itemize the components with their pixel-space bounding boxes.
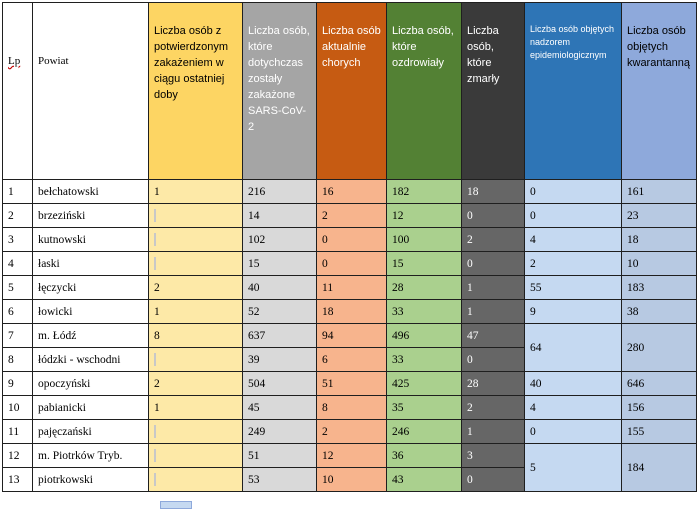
cell-deaths: 1 (462, 300, 525, 324)
cursor-bar (154, 209, 156, 222)
cell-lp: 11 (3, 420, 33, 444)
header-deaths: Liczba osób, które zmarły (462, 3, 525, 180)
table-row (3, 444, 697, 468)
cell-quarantine: 184 (622, 444, 697, 492)
cell-lp: 6 (3, 300, 33, 324)
cell-quarantine: 155 (622, 420, 697, 444)
cell-total-cases: 216 (243, 180, 317, 204)
cursor-bar (154, 233, 156, 246)
cell-new-cases (149, 204, 243, 228)
cell-recovered: 246 (387, 420, 462, 444)
cell-surveillance: 0 (525, 204, 622, 228)
cell-lp: 9 (3, 372, 33, 396)
cell-quarantine: 646 (622, 372, 697, 396)
cell-active-cases: 18 (317, 300, 387, 324)
cell-total-cases: 51 (243, 444, 317, 468)
cell-lp: 4 (3, 252, 33, 276)
cell-new-cases: 1 (149, 396, 243, 420)
cell-lp: 1 (3, 180, 33, 204)
cell-surveillance: 55 (525, 276, 622, 300)
cell-lp: 2 (3, 204, 33, 228)
cell-recovered: 33 (387, 348, 462, 372)
cell-powiat: łaski (33, 252, 149, 276)
cell-recovered: 33 (387, 300, 462, 324)
cell-surveillance: 0 (525, 420, 622, 444)
cell-new-cases (149, 252, 243, 276)
cell-recovered: 36 (387, 444, 462, 468)
cell-deaths: 18 (462, 180, 525, 204)
cell-powiat: m. Piotrków Tryb. (33, 444, 149, 468)
cell-quarantine: 23 (622, 204, 697, 228)
cell-deaths: 2 (462, 228, 525, 252)
cell-new-cases (149, 444, 243, 468)
header-powiat: Powiat (33, 3, 149, 180)
cell-powiat: bełchatowski (33, 180, 149, 204)
table-row (3, 300, 697, 324)
cell-powiat: łódzki - wschodni (33, 348, 149, 372)
cell-total-cases: 249 (243, 420, 317, 444)
cell-new-cases (149, 348, 243, 372)
cell-deaths: 2 (462, 396, 525, 420)
cell-surveillance: 40 (525, 372, 622, 396)
cell-new-cases: 8 (149, 324, 243, 348)
cell-new-cases: 2 (149, 372, 243, 396)
cell-powiat: piotrkowski (33, 468, 149, 492)
cell-deaths: 0 (462, 204, 525, 228)
cell-active-cases: 6 (317, 348, 387, 372)
cell-new-cases: 2 (149, 276, 243, 300)
cell-lp: 12 (3, 444, 33, 468)
cell-total-cases: 102 (243, 228, 317, 252)
cell-new-cases: 1 (149, 300, 243, 324)
cell-recovered: 496 (387, 324, 462, 348)
header-active-cases: Liczba osób aktualnie chorych (317, 3, 387, 180)
cell-active-cases: 0 (317, 252, 387, 276)
cell-total-cases: 15 (243, 252, 317, 276)
cell-deaths: 28 (462, 372, 525, 396)
cell-powiat: opoczyński (33, 372, 149, 396)
cell-total-cases: 45 (243, 396, 317, 420)
cursor-bar (154, 449, 156, 462)
cell-quarantine: 38 (622, 300, 697, 324)
cell-lp: 7 (3, 324, 33, 348)
cell-new-cases (149, 420, 243, 444)
cell-powiat: pajęczański (33, 420, 149, 444)
cell-quarantine: 156 (622, 396, 697, 420)
cell-lp: 5 (3, 276, 33, 300)
cell-total-cases: 504 (243, 372, 317, 396)
cell-recovered: 100 (387, 228, 462, 252)
table-row (3, 324, 697, 348)
cell-new-cases (149, 228, 243, 252)
cell-quarantine: 280 (622, 324, 697, 372)
cell-deaths: 1 (462, 276, 525, 300)
cell-total-cases: 53 (243, 468, 317, 492)
cell-recovered: 28 (387, 276, 462, 300)
cell-surveillance: 9 (525, 300, 622, 324)
table-row (3, 420, 697, 444)
cell-total-cases: 14 (243, 204, 317, 228)
cursor-bar (154, 353, 156, 366)
table-row (3, 252, 697, 276)
cell-recovered: 35 (387, 396, 462, 420)
header-total-cases: Liczba osób, które dotychczas zostały zakażone SARS-CoV-2 (243, 3, 317, 180)
cell-total-cases: 637 (243, 324, 317, 348)
horizontal-scrollbar-thumb[interactable] (160, 501, 192, 509)
cell-active-cases: 16 (317, 180, 387, 204)
cell-active-cases: 12 (317, 444, 387, 468)
cell-active-cases: 0 (317, 228, 387, 252)
cell-lp: 8 (3, 348, 33, 372)
cell-total-cases: 40 (243, 276, 317, 300)
covid-statistics-table (2, 2, 697, 492)
header-surveillance: Liczba osób objętych nadzorem epidemiologicznym (525, 3, 622, 180)
header-recovered: Liczba osób, które ozdrowiały (387, 3, 462, 180)
cursor-bar (154, 473, 156, 486)
header-lp: Lp (3, 3, 33, 180)
cell-powiat: łowicki (33, 300, 149, 324)
cell-deaths: 0 (462, 468, 525, 492)
header-new-cases: Liczba osób z potwierdzonym zakażeniem w ciągu ostatniej doby (149, 3, 243, 180)
cell-quarantine: 10 (622, 252, 697, 276)
cell-new-cases: 1 (149, 180, 243, 204)
cell-recovered: 425 (387, 372, 462, 396)
cell-quarantine: 161 (622, 180, 697, 204)
cursor-bar (154, 425, 156, 438)
cell-quarantine: 18 (622, 228, 697, 252)
cell-lp: 13 (3, 468, 33, 492)
cell-deaths: 3 (462, 444, 525, 468)
header-quarantine: Liczba osób objętych kwarantanną (622, 3, 697, 180)
cell-lp: 10 (3, 396, 33, 420)
cell-deaths: 0 (462, 348, 525, 372)
cell-total-cases: 52 (243, 300, 317, 324)
cell-powiat: brzeziński (33, 204, 149, 228)
cell-active-cases: 11 (317, 276, 387, 300)
cell-new-cases (149, 468, 243, 492)
cell-deaths: 1 (462, 420, 525, 444)
cell-powiat: kutnowski (33, 228, 149, 252)
cell-surveillance: 4 (525, 228, 622, 252)
cell-surveillance: 5 (525, 444, 622, 492)
cell-surveillance: 4 (525, 396, 622, 420)
cell-powiat: pabianicki (33, 396, 149, 420)
cell-surveillance: 2 (525, 252, 622, 276)
cell-powiat: m. Łódź (33, 324, 149, 348)
cursor-bar (154, 257, 156, 270)
cell-active-cases: 2 (317, 420, 387, 444)
table-row (3, 228, 697, 252)
cell-quarantine: 183 (622, 276, 697, 300)
table-row (3, 180, 697, 204)
cell-recovered: 43 (387, 468, 462, 492)
table-row (3, 276, 697, 300)
cell-active-cases: 2 (317, 204, 387, 228)
cell-active-cases: 10 (317, 468, 387, 492)
header-row (3, 3, 697, 180)
cell-lp: 3 (3, 228, 33, 252)
cell-total-cases: 39 (243, 348, 317, 372)
cell-deaths: 0 (462, 252, 525, 276)
cell-surveillance: 0 (525, 180, 622, 204)
cell-active-cases: 8 (317, 396, 387, 420)
cell-active-cases: 94 (317, 324, 387, 348)
cell-deaths: 47 (462, 324, 525, 348)
table-row (3, 204, 697, 228)
cell-recovered: 182 (387, 180, 462, 204)
cell-powiat: łęczycki (33, 276, 149, 300)
table-row (3, 372, 697, 396)
table-row (3, 396, 697, 420)
cell-active-cases: 51 (317, 372, 387, 396)
cell-surveillance: 64 (525, 324, 622, 372)
cell-recovered: 15 (387, 252, 462, 276)
cell-recovered: 12 (387, 204, 462, 228)
